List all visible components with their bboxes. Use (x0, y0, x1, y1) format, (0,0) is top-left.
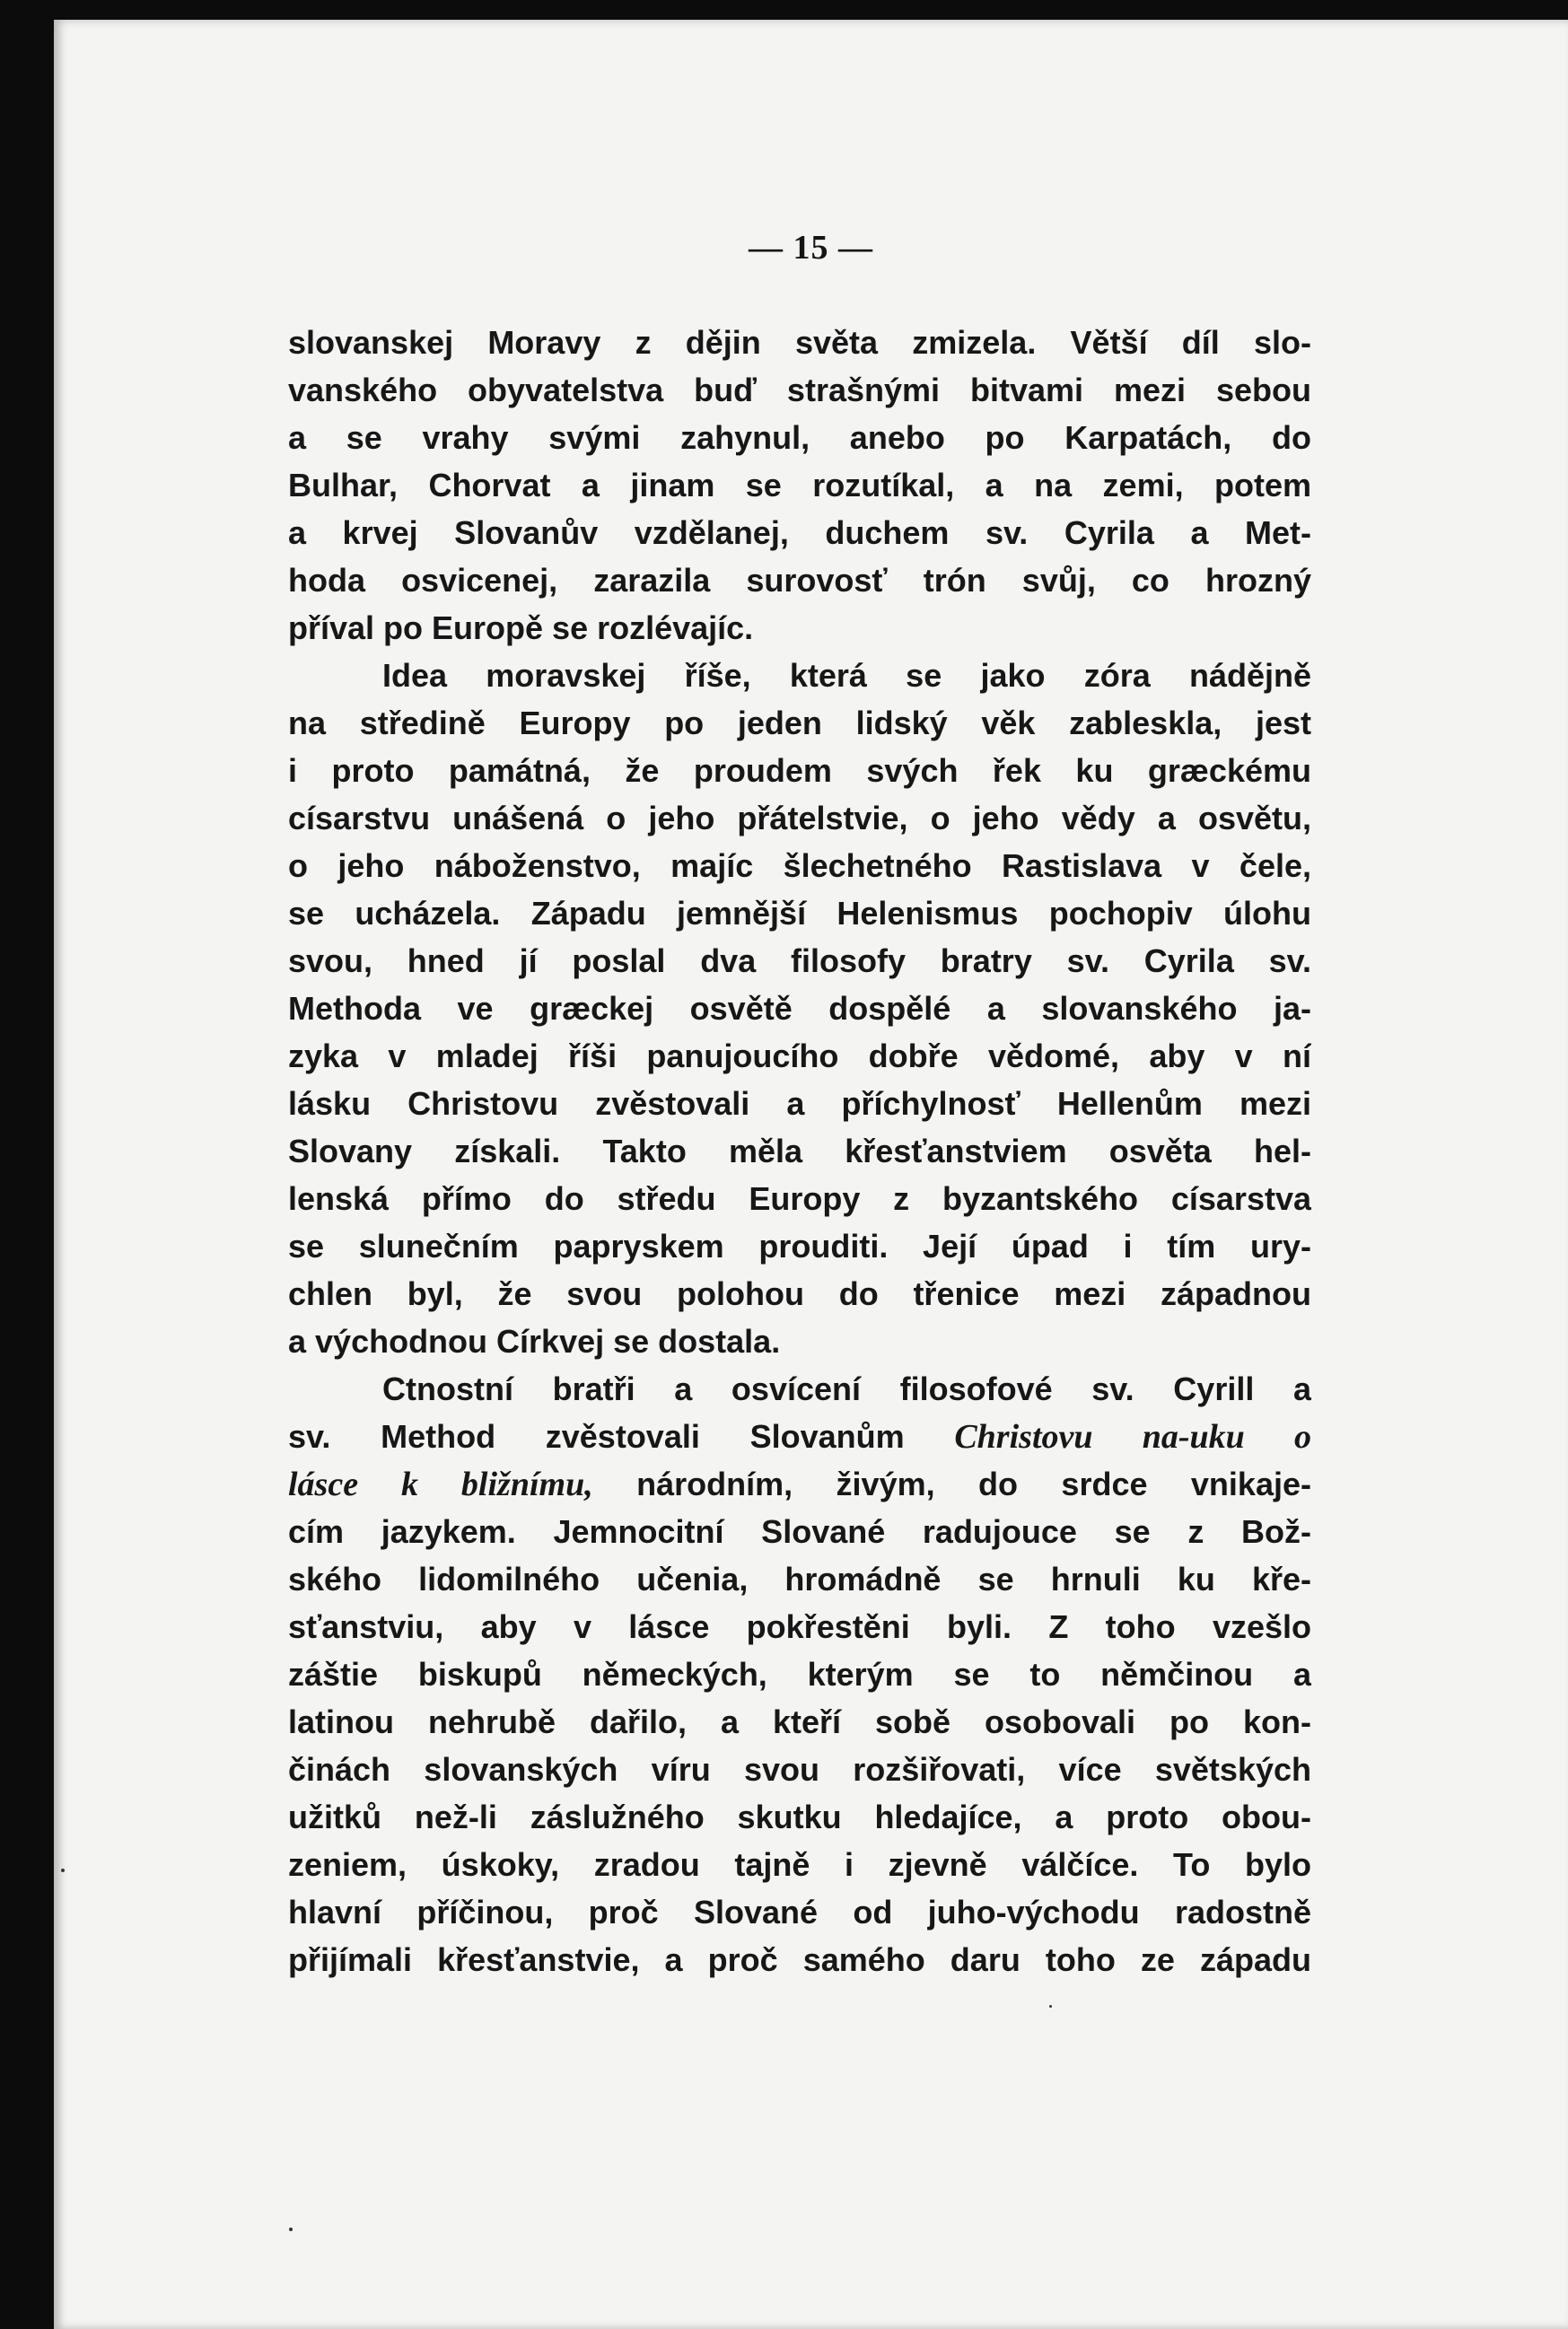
speck (289, 2228, 293, 2231)
text-line: lásku Christovu zvěstovali a příchylnosť Hellenům mezi (288, 1085, 1311, 1122)
text-line: cím jazykem. Jemnocitní Slované radujouce se z Bož- (288, 1513, 1311, 1550)
text-line: zeniem, úskoky, zradou tajně i zjevně válčíce. To bylo (288, 1846, 1311, 1883)
text-line: sťanstviu, aby v lásce pokřestěni byli. Z toho vzešlo (288, 1608, 1311, 1645)
italic-emphasis: Christovu na-uku o (954, 1418, 1311, 1456)
text-line: užitků než-li záslužného skutku hledajíce, a proto obou- (288, 1799, 1311, 1835)
text-line: se ucházela. Západu jemnější Helenismus pochopiv úlohu (288, 895, 1311, 932)
text-line-mixed (288, 1413, 1311, 1460)
book-page (54, 20, 1568, 2329)
body-text (288, 319, 1311, 1983)
text-line: slovanskej Moravy z dějin světa zmizela. Větší díl slo- (288, 324, 1311, 361)
text-line: i proto památná, že proudem svých řek ku græckému (288, 752, 1311, 789)
text-line: Methoda ve græckej osvětě dospělé a slovanského ja- (288, 990, 1311, 1027)
text-line: vanského obyvatelstva buď strašnými bitvami mezi sebou (288, 372, 1311, 408)
text-segment: sv. Method zvěstovali Slovanům (288, 1418, 905, 1455)
text-line: na středině Europy po jeden lidský věk zableskla, jest (288, 705, 1311, 741)
text-line: lenská přímo do středu Europy z byzantského císarstva (288, 1180, 1311, 1217)
italic-emphasis: lásce k bližnímu, (288, 1466, 593, 1503)
text-line-mixed (288, 1460, 1311, 1508)
text-line: záštie biskupů německých, kterým se to němčinou a (288, 1656, 1311, 1693)
text-line: se slunečním papryskem prouditi. Její úpad i tím ury- (288, 1228, 1311, 1265)
text-line: latinou nehrubě dařilo, a kteří sobě osobovali po kon- (288, 1703, 1311, 1740)
text-line: přijímali křesťanstvie, a proč samého daru toho ze západu (288, 1941, 1311, 1978)
text-line: svou, hned jí poslal dva filosofy bratry sv. Cyrila sv. (288, 942, 1311, 979)
text-line: hlavní příčinou, proč Slované od juho-východu radostně (288, 1894, 1311, 1931)
text-line: Slovany získali. Takto měla křesťanstviem osvěta hel- (288, 1133, 1311, 1169)
text-line: ského lidomilného učenia, hromádně se hrnuli ku kře- (288, 1561, 1311, 1598)
text-line: hoda osvicenej, zarazila surovosť trón svůj, co hrozný (288, 562, 1311, 599)
text-segment: národním, živým, do srdce vnikaje- (636, 1466, 1311, 1502)
text-line: a východnou Církvej se dostala. (288, 1323, 781, 1360)
page-number: — 15 — (749, 229, 873, 267)
text-line: a krvej Slovanův vzdělanej, duchem sv. Cyrila a Met- (288, 514, 1311, 551)
text-line: Bulhar, Chorvat a jinam se rozutíkal, a na zemi, potem (288, 467, 1311, 503)
speck (61, 1869, 65, 1872)
text-line: Idea moravskej říše, která se jako zóra nádějně (382, 657, 1311, 694)
text-line: zyka v mladej říši panujoucího dobře vědomé, aby v ní (288, 1038, 1311, 1074)
text-line: příval po Europě se rozlévajíc. (288, 609, 754, 646)
text-line: Ctnostní bratři a osvícení filosofové sv. Cyrill a (382, 1370, 1311, 1407)
text-line: a se vrahy svými zahynul, anebo po Karpatách, do (288, 419, 1311, 456)
speck (1049, 2005, 1052, 2008)
text-line: o jeho náboženstvo, majíc šlechetného Rastislava v čele, (288, 847, 1311, 884)
text-line: činách slovanských víru svou rozšiřovati, více světských (288, 1751, 1311, 1788)
text-line: císarstvu unášená o jeho přátelstvie, o jeho vědy a osvětu, (288, 800, 1311, 836)
text-line: chlen byl, že svou polohou do třenice mezi západnou (288, 1275, 1311, 1312)
